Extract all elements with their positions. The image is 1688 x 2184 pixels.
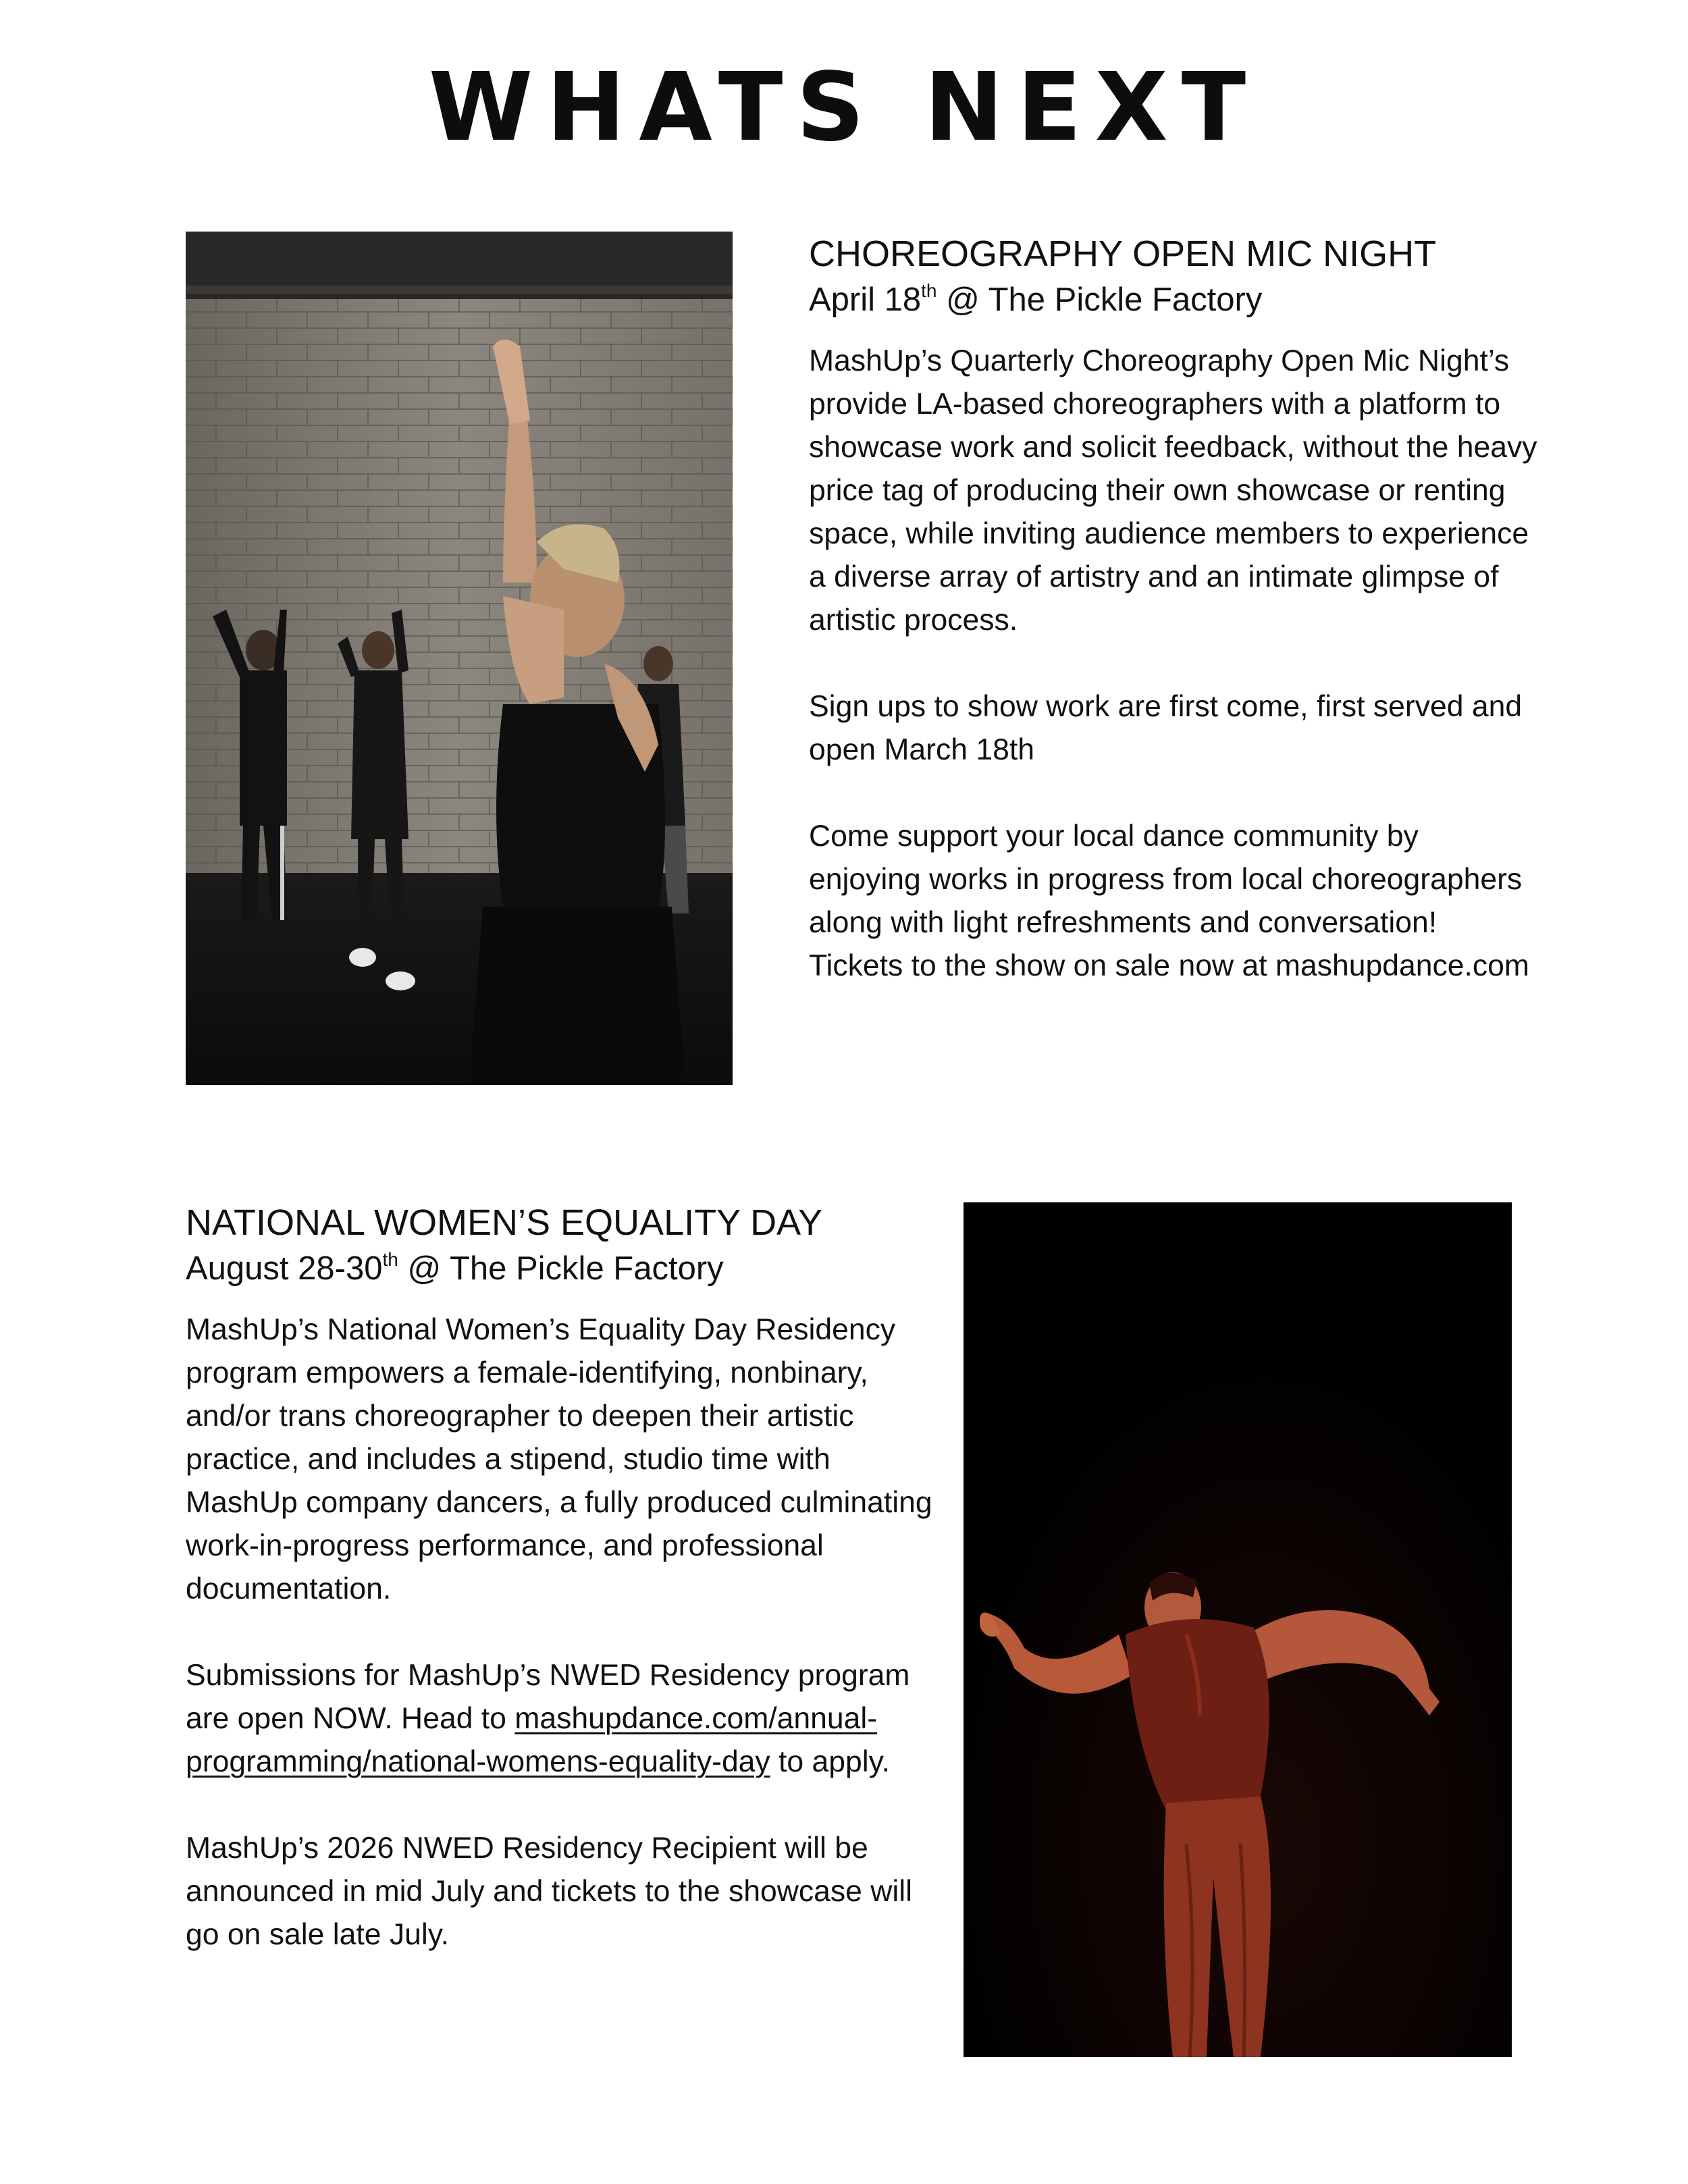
event-date-venue: @ The Pickle Factory [937, 281, 1263, 318]
support-paragraph: Come support your local dance community by enjoying works in progress from local choreographers along with light refreshments and conversation! [809, 819, 1523, 939]
event-womens-equality-day [186, 1202, 935, 1956]
description-paragraph: MashUp’s Quarterly Choreography Open Mic Night’s provide LA-based choreographers with a platform to showcase work and solicit feedback, without the heavy price tag of producing their own showcase or renting space, while inviting audience members to experience a diverse array of artistry and an intimate glimpse of artistic process. [809, 344, 1537, 637]
studio-dancers-illustration [186, 232, 733, 1085]
page-title: WHATS NEXT [428, 53, 1260, 163]
residency-link[interactable]: mashupdance.com/annual-programming/national-womens-equality-day [186, 1701, 878, 1778]
event-title: NATIONAL WOMEN’S EQUALITY DAY [186, 1202, 823, 1243]
event-date-venue: @ The Pickle Factory [398, 1250, 724, 1287]
submissions-paragraph [186, 1654, 935, 1784]
submissions-outro: to apply. [770, 1744, 890, 1778]
event-date-day: August 28-30 [186, 1250, 383, 1287]
event-title: CHOREOGRAPHY OPEN MIC NIGHT [809, 234, 1437, 274]
signup-paragraph: Sign ups to show work are first come, first served and open March 18th [809, 689, 1523, 766]
stage-dancer-illustration [964, 1202, 1512, 2057]
event-date-day: April 18 [809, 281, 922, 318]
event-date [186, 1246, 935, 1291]
event-description [809, 340, 1538, 988]
event-date [809, 277, 1538, 322]
tickets-paragraph: Tickets to the show on sale now at mashupdance.com [809, 949, 1529, 982]
event-description [186, 1308, 935, 1956]
submissions-intro: Submissions for MashUp’s NWED Residency program are open NOW. Head to [186, 1658, 910, 1735]
closing-paragraph: MashUp’s 2026 NWED Residency Recipient will be announced in mid July and tickets to the showcase will go on sale late July. [186, 1831, 912, 1951]
event-date-ordinal: th [382, 1248, 398, 1270]
stage-dancer-photo [964, 1202, 1512, 2057]
event-open-mic-night [809, 233, 1538, 988]
event-date-ordinal: th [921, 279, 937, 301]
description-paragraph: MashUp’s National Women’s Equality Day Residency program empowers a female-identifying, nonbinary, and/or trans choreographer to deepen their artistic practice, and includes a stipend, studio time with MashUp company dancers, a fully produced culminating work-in-progress performance, and professional documentation. [186, 1312, 932, 1605]
studio-dancers-photo [186, 232, 733, 1085]
